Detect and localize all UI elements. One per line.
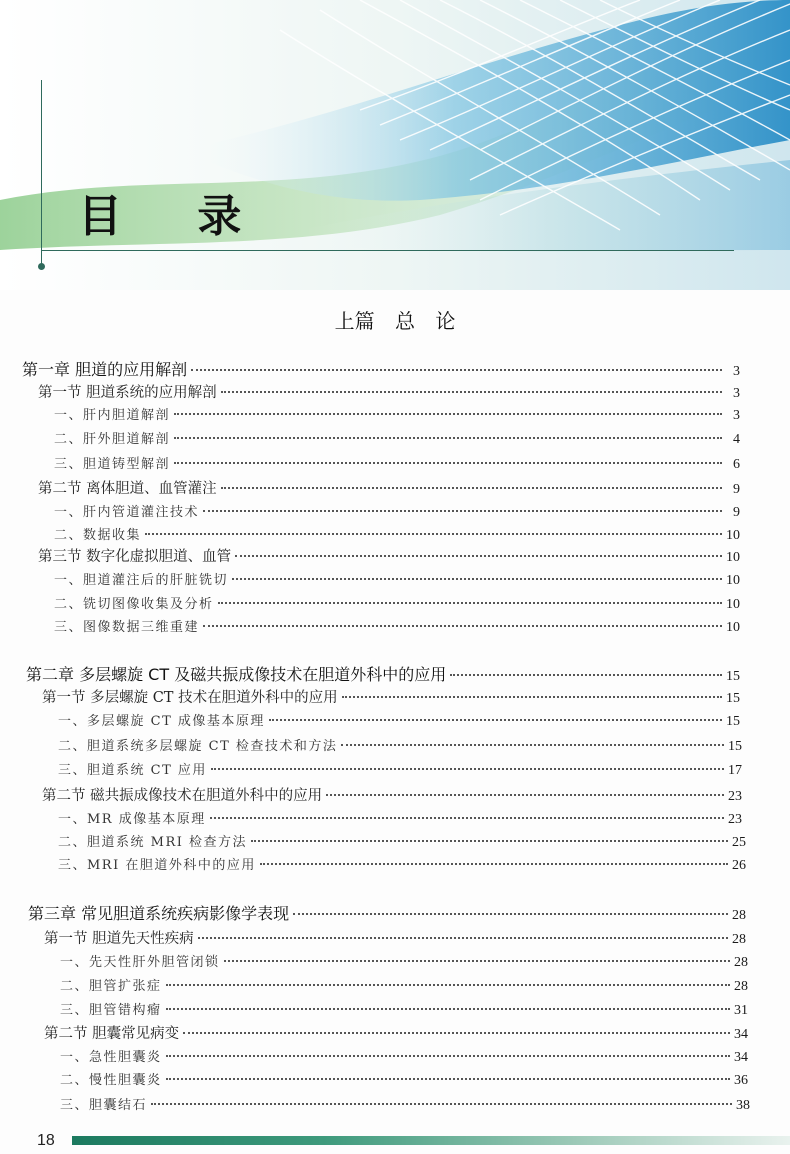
toc-entry-label: 三、胆道系统 CT 应用 <box>58 763 207 778</box>
dot-leader <box>151 1103 732 1105</box>
toc-chapter <box>26 662 740 685</box>
toc-entry-label: 一、MR 成像基本原理 <box>58 812 206 827</box>
toc-entry-label: 二、铣切图像收集及分析 <box>54 597 214 612</box>
dot-leader <box>235 555 722 557</box>
toc-section <box>38 545 740 566</box>
toc-entry-page: 15 <box>726 714 740 729</box>
toc-entry-page: 4 <box>733 432 740 447</box>
toc-section <box>42 784 742 805</box>
toc-entry-page: 10 <box>726 573 740 588</box>
dot-leader <box>166 984 730 986</box>
dot-leader <box>210 817 724 819</box>
toc-entry-page: 28 <box>732 932 746 947</box>
toc-entry-page: 23 <box>728 812 742 827</box>
toc-subsection <box>54 616 740 636</box>
dot-leader <box>191 369 722 371</box>
dot-leader <box>183 1032 730 1034</box>
toc-entry-label: 一、胆道灌注后的肝脏铣切 <box>54 573 229 588</box>
toc-subsection <box>54 428 740 448</box>
toc-entry-label: 一、肝内胆道解剖 <box>54 408 171 423</box>
dot-leader <box>211 768 724 770</box>
toc-subsection <box>58 759 742 779</box>
toc-subsection <box>60 1046 748 1066</box>
dot-leader <box>218 602 722 604</box>
toc-subsection <box>60 975 748 995</box>
dot-leader <box>450 674 722 676</box>
toc-subsection <box>58 854 746 874</box>
dot-leader <box>293 913 728 915</box>
toc-section <box>38 381 740 402</box>
toc-subsection <box>58 735 742 755</box>
toc-subsection <box>60 951 748 971</box>
toc-entry-label: 三、胆管错构瘤 <box>60 1003 162 1018</box>
toc-entry-label: 第一节 胆道系统的应用解剖 <box>38 385 217 401</box>
dot-leader <box>342 696 722 698</box>
toc-entry-page: 17 <box>728 763 742 778</box>
toc-entry-page: 38 <box>736 1098 750 1113</box>
toc-entry-label: 一、急性胆囊炎 <box>60 1050 162 1065</box>
toc-entry-page: 10 <box>726 528 740 543</box>
toc-entry-page: 6 <box>733 457 740 472</box>
toc-entry-label: 第三章 常见胆道系统疾病影像学表现 <box>28 904 290 923</box>
toc-entry-label: 第二章 多层螺旋 CT 及磁共振成像技术在胆道外科中的应用 <box>26 665 447 684</box>
toc-entry-page: 25 <box>732 835 746 850</box>
dot-leader <box>166 1078 730 1080</box>
toc-subsection <box>54 501 740 521</box>
dot-leader <box>203 510 722 512</box>
footer-bar <box>72 1136 790 1145</box>
toc-entry-label: 二、数据收集 <box>54 528 142 543</box>
toc-entry-label: 一、肝内管道灌注技术 <box>54 505 200 520</box>
toc-entry-page: 9 <box>733 482 740 497</box>
toc-entry-label: 第一节 胆道先天性疾病 <box>44 931 194 947</box>
toc-entry-label: 三、胆囊结石 <box>60 1098 148 1113</box>
page-title: 目 录 <box>78 191 272 242</box>
toc-subsection <box>58 831 746 851</box>
toc-subsection <box>54 569 740 589</box>
toc-subsection <box>60 999 748 1019</box>
toc-entry-label: 第一章 胆道的应用解剖 <box>22 360 188 379</box>
toc-entry-page: 36 <box>734 1073 748 1088</box>
dot-leader <box>145 533 722 535</box>
toc-entry-label: 三、图像数据三维重建 <box>54 620 200 635</box>
toc-entry-page: 15 <box>726 669 740 684</box>
toc-subsection <box>58 808 742 828</box>
toc-subsection <box>60 1069 748 1089</box>
toc-entry-label: 第三节 数字化虚拟胆道、血管 <box>38 549 232 565</box>
toc-subsection <box>60 1094 750 1114</box>
toc-entry-page: 3 <box>733 364 740 379</box>
dot-leader <box>224 960 730 962</box>
toc-entry-page: 10 <box>726 620 740 635</box>
toc-entry-page: 10 <box>726 597 740 612</box>
page-number: 18 <box>37 1132 55 1149</box>
toc-entry-label: 第二节 离体胆道、血管灌注 <box>38 481 217 497</box>
dot-leader <box>341 744 724 746</box>
toc-entry-page: 26 <box>732 858 746 873</box>
dot-leader <box>174 413 722 415</box>
toc-entry-label: 一、先天性肝外胆管闭锁 <box>60 955 220 970</box>
dot-leader <box>221 391 722 393</box>
dot-leader <box>326 794 724 796</box>
toc-entry-label: 二、慢性胆囊炎 <box>60 1073 162 1088</box>
dot-leader <box>251 840 728 842</box>
dot-leader <box>174 462 722 464</box>
toc-section <box>42 686 740 707</box>
toc-entry-page: 23 <box>728 789 742 804</box>
toc-entry-page: 15 <box>726 691 740 706</box>
dot-leader <box>260 863 728 865</box>
toc-entry-label: 三、MRI 在胆道外科中的应用 <box>58 858 256 873</box>
toc-entry-page: 3 <box>733 408 740 423</box>
toc-chapter <box>22 357 740 380</box>
toc-entry-label: 二、胆管扩张症 <box>60 979 162 994</box>
toc-entry-label: 第二节 胆囊常见病变 <box>44 1026 180 1042</box>
toc-entry-page: 34 <box>734 1027 748 1042</box>
dot-leader <box>166 1008 730 1010</box>
dot-leader <box>198 937 728 939</box>
toc-entry-page: 34 <box>734 1050 748 1065</box>
toc-subsection <box>54 593 740 613</box>
dot-leader <box>221 487 722 489</box>
toc-section <box>38 477 740 498</box>
toc-entry-label: 二、肝外胆道解剖 <box>54 432 171 447</box>
part-title: 上篇 总 论 <box>334 309 456 333</box>
toc-subsection <box>54 453 740 473</box>
toc-entry-label: 一、多层螺旋 CT 成像基本原理 <box>58 714 265 729</box>
toc-entry-page: 31 <box>734 1003 748 1018</box>
toc-chapter <box>28 901 746 924</box>
toc-entry-page: 28 <box>734 955 748 970</box>
toc-entry-page: 28 <box>734 979 748 994</box>
dot-leader <box>166 1055 730 1057</box>
toc-section <box>44 1022 748 1043</box>
toc-entry-page: 10 <box>726 550 740 565</box>
toc-entry-page: 15 <box>728 739 742 754</box>
toc-section <box>44 927 746 948</box>
dot-leader <box>174 437 722 439</box>
dot-leader <box>232 578 722 580</box>
toc-entry-label: 第二节 磁共振成像技术在胆道外科中的应用 <box>42 788 323 804</box>
toc-entry-label: 二、胆道系统多层螺旋 CT 检查技术和方法 <box>58 739 338 754</box>
toc-subsection <box>54 404 740 424</box>
toc-entry-page: 3 <box>733 386 740 401</box>
toc-entry-label: 第一节 多层螺旋 CT 技术在胆道外科中的应用 <box>42 690 338 706</box>
toc-entry-page: 9 <box>733 505 740 520</box>
toc-subsection <box>54 524 740 544</box>
toc-entry-label: 二、胆道系统 MRI 检查方法 <box>58 835 247 850</box>
dot-leader <box>269 719 722 721</box>
dot-leader <box>203 625 722 627</box>
toc-entry-page: 28 <box>732 908 746 923</box>
toc-entry-label: 三、胆道铸型解剖 <box>54 457 171 472</box>
toc-subsection <box>58 710 740 730</box>
